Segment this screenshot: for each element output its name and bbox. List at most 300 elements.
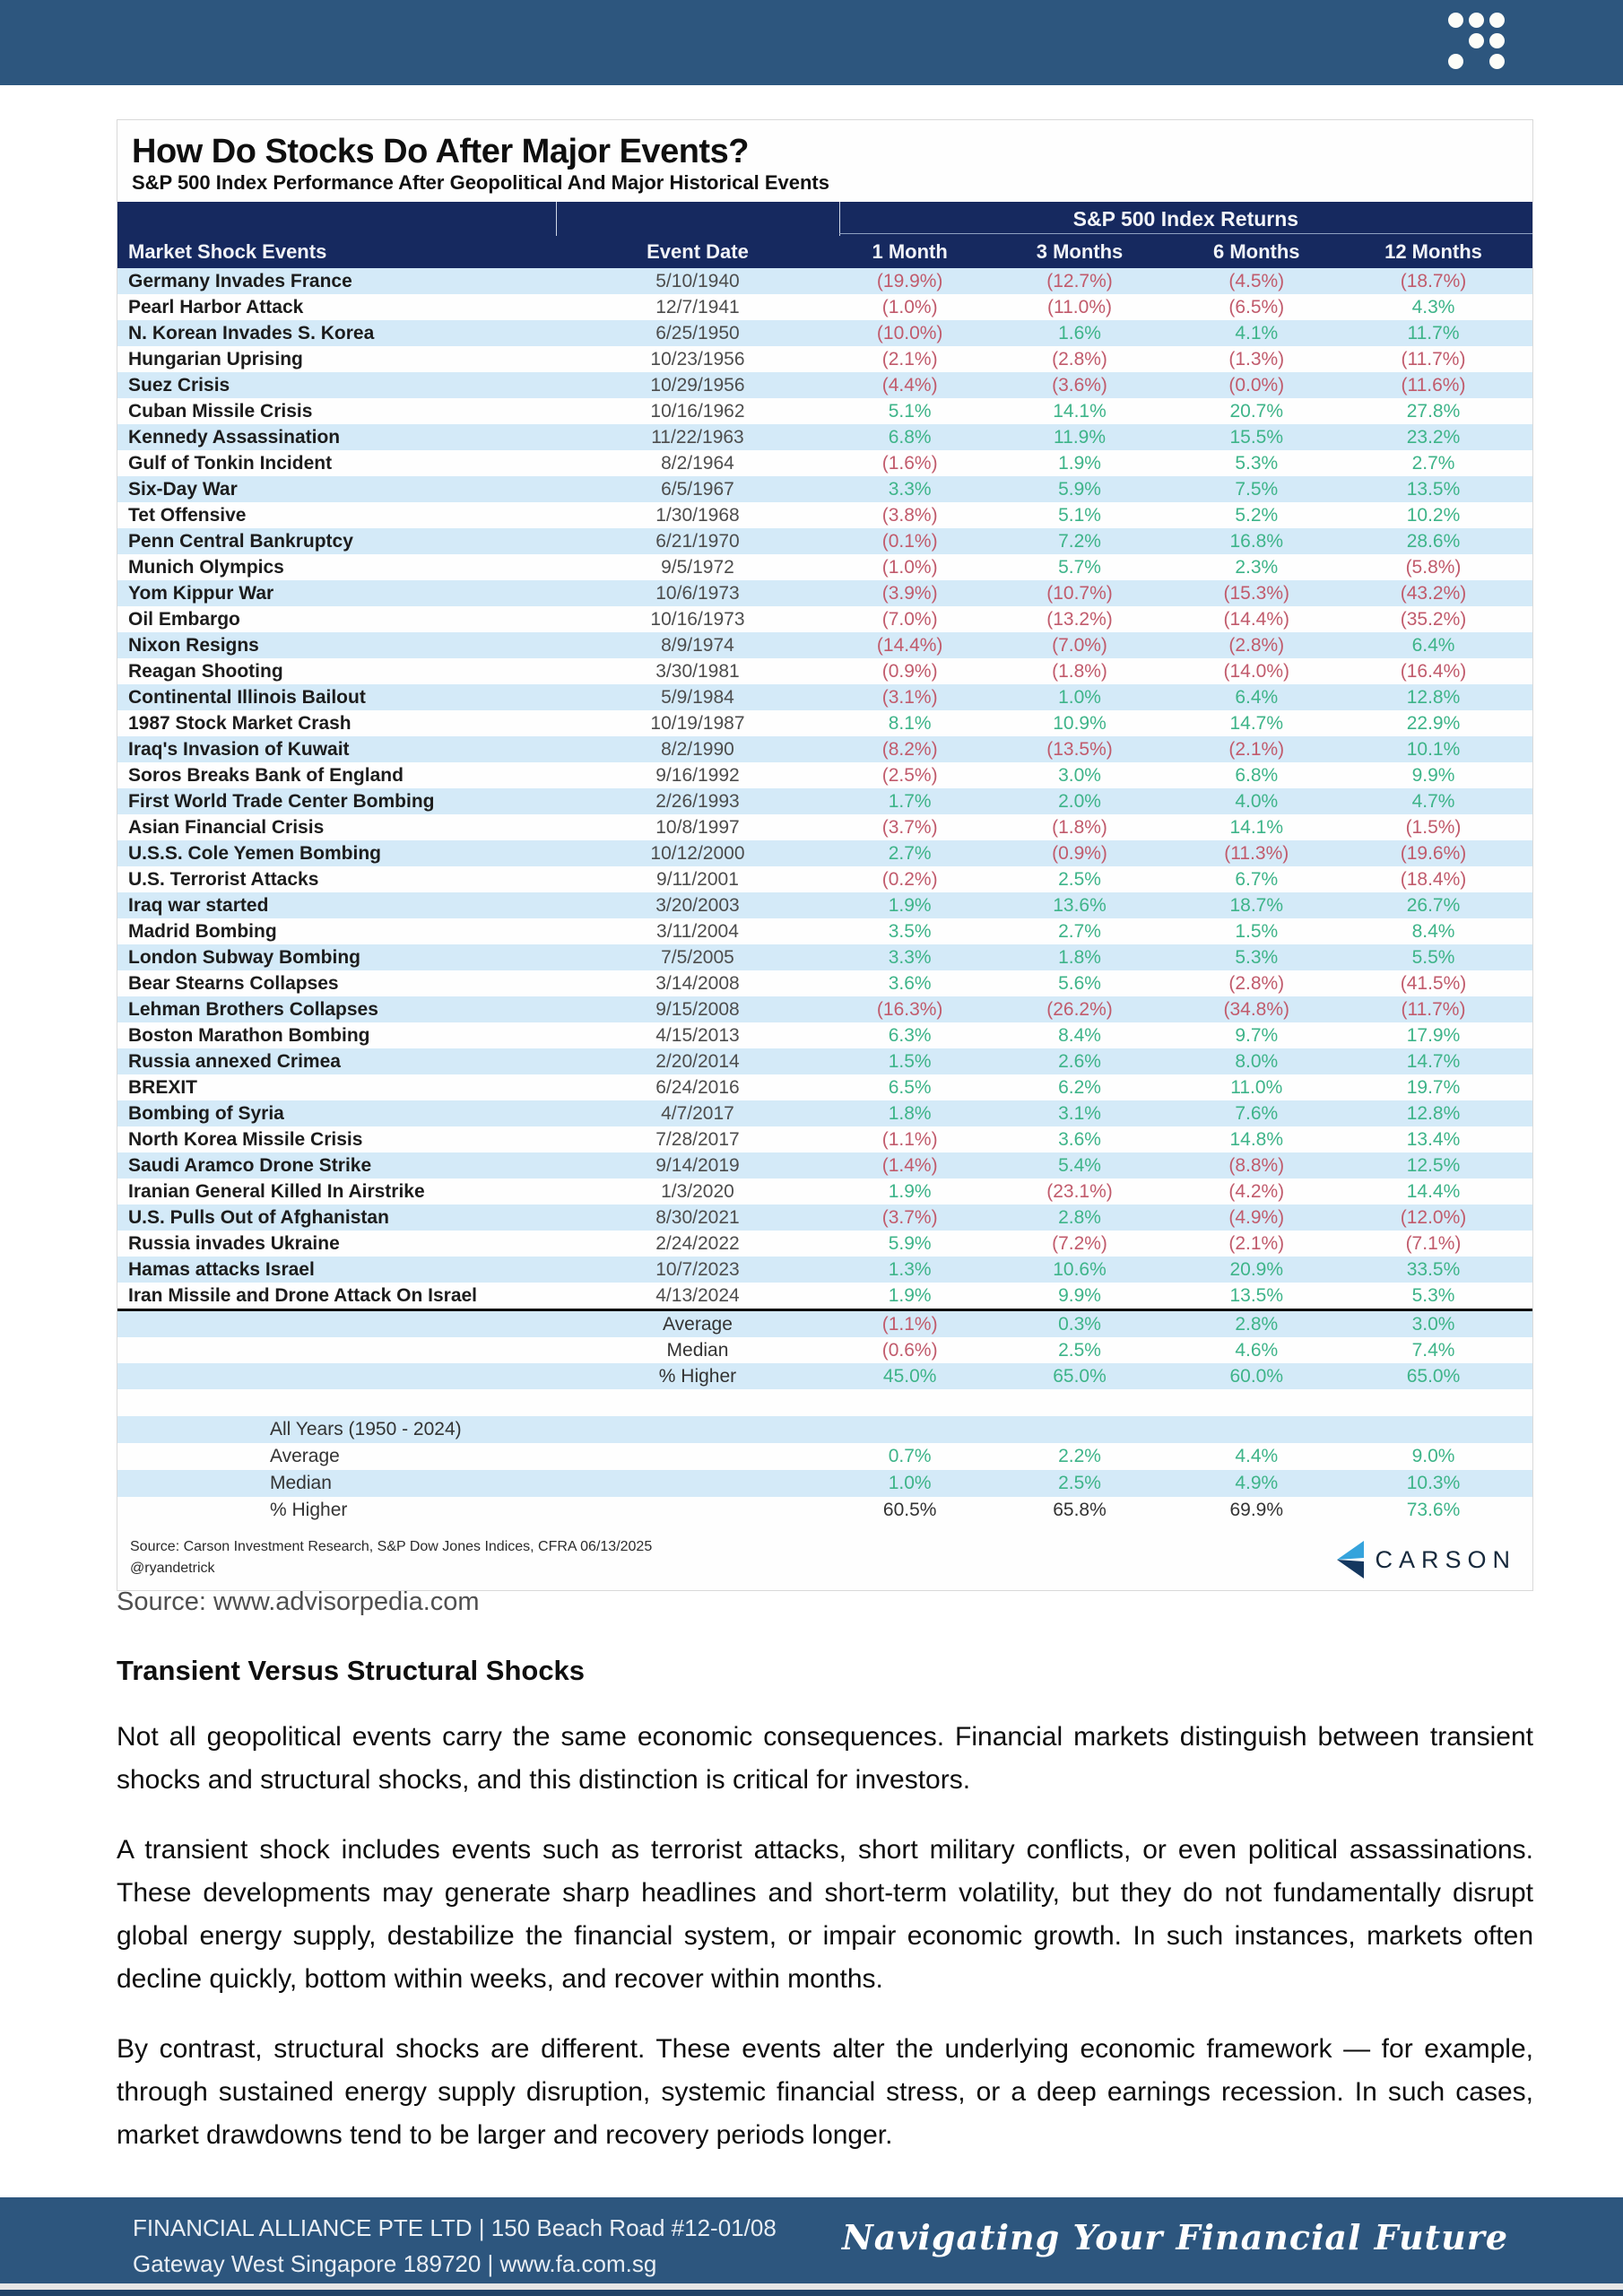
return-cell: 3.6% (1058, 1128, 1101, 1150)
table-row (117, 1022, 1532, 1048)
return-cell: (13.5%) (1046, 738, 1113, 760)
return-cell: (12.0%) (1400, 1206, 1467, 1228)
summary-row (117, 1363, 1532, 1389)
return-cell: (26.2%) (1046, 998, 1113, 1020)
date-cell: 8/2/1990 (661, 738, 734, 760)
return-cell: 14.7% (1406, 1050, 1461, 1072)
return-cell: (4.4%) (881, 374, 938, 396)
table-row (117, 1126, 1532, 1152)
table-row (117, 294, 1532, 320)
return-cell: (3.7%) (881, 816, 938, 838)
col-header-date: Event Date (647, 240, 749, 263)
date-cell: 9/5/1972 (661, 556, 734, 578)
return-cell: (1.3%) (1228, 348, 1285, 370)
return-cell: (14.0%) (1223, 660, 1290, 682)
table-row (117, 476, 1532, 502)
event-cell: BREXIT (128, 1076, 198, 1098)
all-years-row-label: % Higher (270, 1500, 348, 1520)
summary-value: 65.0% (1053, 1365, 1107, 1387)
summary-label: Average (663, 1313, 733, 1335)
date-cell: 6/5/1967 (661, 478, 734, 500)
footer-strip-light (0, 2283, 1623, 2290)
summary-row (117, 1311, 1532, 1337)
date-cell: 9/15/2008 (655, 998, 740, 1020)
return-cell: 12.8% (1406, 1102, 1461, 1124)
return-cell: 5.5% (1411, 946, 1455, 968)
table-body (117, 268, 1532, 1309)
event-cell: Hungarian Uprising (128, 348, 303, 370)
table-row (117, 1231, 1532, 1257)
return-cell: (34.8%) (1223, 998, 1290, 1020)
return-cell: (10.0%) (876, 322, 943, 344)
return-cell: (19.6%) (1400, 842, 1467, 864)
table-row (117, 1152, 1532, 1178)
return-cell: 3.0% (1058, 764, 1101, 786)
return-cell: (7.0%) (1052, 634, 1107, 656)
table-footer (117, 1524, 1532, 1583)
event-cell: N. Korean Invades S. Korea (128, 322, 375, 344)
return-cell: 2.3% (1235, 556, 1279, 578)
return-cell: 1.6% (1058, 322, 1101, 344)
return-cell: (1.6%) (881, 452, 938, 474)
return-cell: 5.7% (1058, 556, 1101, 578)
return-cell: (3.8%) (881, 504, 938, 526)
table-row (117, 684, 1532, 710)
return-cell: 1.8% (888, 1102, 932, 1124)
return-cell: 15.5% (1229, 426, 1284, 448)
return-cell: 5.9% (1058, 478, 1101, 500)
all-years-value: 2.2% (1058, 1446, 1101, 1466)
all-years-value: 4.9% (1235, 1473, 1279, 1493)
return-cell: (14.4%) (876, 634, 943, 656)
return-cell: 3.3% (888, 478, 932, 500)
return-cell: (18.4%) (1400, 868, 1467, 890)
event-cell: Russia invades Ukraine (128, 1232, 340, 1254)
event-cell: U.S. Terrorist Attacks (128, 868, 319, 890)
table-row (117, 1074, 1532, 1100)
return-cell: 17.9% (1406, 1024, 1461, 1046)
return-cell: 22.9% (1406, 712, 1461, 734)
return-cell: (8.2%) (881, 738, 938, 760)
return-cell: 12.8% (1406, 686, 1461, 708)
return-cell: (16.3%) (876, 998, 943, 1020)
dots-grid-icon (1448, 13, 1512, 74)
date-cell: 10/8/1997 (655, 816, 740, 838)
date-cell: 9/14/2019 (655, 1154, 740, 1176)
date-cell: 2/26/1993 (655, 790, 740, 812)
date-cell: 10/23/1956 (650, 348, 745, 370)
date-cell: 10/6/1973 (655, 582, 740, 604)
event-cell: Kennedy Assassination (128, 426, 341, 448)
table-row (117, 1283, 1532, 1309)
return-cell: (1.1%) (881, 1128, 938, 1150)
table-row (117, 398, 1532, 424)
return-cell: 5.1% (1058, 504, 1101, 526)
return-cell: 33.5% (1406, 1258, 1461, 1280)
return-cell: 14.4% (1406, 1180, 1461, 1202)
date-cell: 2/24/2022 (655, 1232, 740, 1254)
return-cell: 16.8% (1229, 530, 1284, 552)
return-cell: (8.8%) (1228, 1154, 1285, 1176)
table-row (117, 1257, 1532, 1283)
return-cell: 1.8% (1058, 946, 1101, 968)
date-cell: 7/28/2017 (655, 1128, 740, 1150)
return-cell: 8.1% (888, 712, 932, 734)
date-cell: 8/2/1964 (661, 452, 734, 474)
table-summary (117, 1309, 1532, 1389)
event-cell: Madrid Bombing (128, 920, 277, 942)
returns-group-header: S&P 500 Index Returns (839, 205, 1532, 234)
return-cell: 4.7% (1411, 790, 1455, 812)
date-cell: 6/21/1970 (655, 530, 740, 552)
return-cell: 5.3% (1235, 946, 1279, 968)
return-cell: 12.5% (1406, 1154, 1461, 1176)
return-cell: 27.8% (1406, 400, 1461, 422)
date-cell: 4/15/2013 (655, 1024, 740, 1046)
all-years-value: 73.6% (1406, 1500, 1461, 1520)
table-row (117, 606, 1532, 632)
carson-logo-text: CARSON (1375, 1545, 1516, 1573)
all-years-row-label: Average (270, 1446, 340, 1466)
return-cell: 11.7% (1407, 322, 1460, 344)
section-heading: Transient Versus Structural Shocks (117, 1655, 586, 1686)
return-cell: 8.4% (1411, 920, 1455, 942)
return-cell: 2.7% (1058, 920, 1101, 942)
carson-chevron-icon (1333, 1540, 1366, 1579)
return-cell: 13.6% (1053, 894, 1107, 916)
event-cell: Saudi Aramco Drone Strike (128, 1154, 372, 1176)
event-cell: Continental Illinois Bailout (128, 686, 366, 708)
return-cell: 5.1% (888, 400, 932, 422)
return-cell: 9.7% (1235, 1024, 1279, 1046)
return-cell: 6.3% (888, 1024, 932, 1046)
table-row (117, 424, 1532, 450)
event-cell: Iran Missile and Drone Attack On Israel (128, 1284, 478, 1306)
table-row (117, 736, 1532, 762)
event-cell: Reagan Shooting (128, 660, 283, 682)
article-body (117, 1587, 1533, 2184)
return-cell: (11.6%) (1401, 374, 1466, 396)
return-cell: (12.7%) (1046, 270, 1113, 291)
return-cell: 1.5% (888, 1050, 932, 1072)
return-cell: 10.9% (1053, 712, 1107, 734)
event-cell: Yom Kippur War (128, 582, 274, 604)
date-cell: 8/9/1974 (661, 634, 734, 656)
event-cell: Iraq war started (128, 894, 269, 916)
stocks-after-events-table (117, 119, 1533, 1591)
all-years-header-row (117, 1416, 1532, 1443)
return-cell: (23.1%) (1046, 1180, 1113, 1202)
table-row (117, 840, 1532, 866)
event-cell: Nixon Resigns (128, 634, 259, 656)
col-header-6m: 6 Months (1212, 240, 1300, 263)
return-cell: (11.3%) (1224, 842, 1289, 864)
event-cell: U.S. Pulls Out of Afghanistan (128, 1206, 389, 1228)
return-cell: 1.9% (1058, 452, 1101, 474)
table-row (117, 892, 1532, 918)
table-subtitle: S&P 500 Index Performance After Geopolitical And Major Historical Events (132, 171, 829, 194)
dot (1469, 33, 1484, 48)
table-row (117, 866, 1532, 892)
return-cell: 4.3% (1411, 296, 1455, 317)
event-cell: Asian Financial Crisis (128, 816, 325, 838)
event-cell: Gulf of Tonkin Incident (128, 452, 333, 474)
table-row (117, 632, 1532, 658)
date-cell: 10/16/1973 (650, 608, 745, 630)
all-years-value: 60.5% (882, 1500, 937, 1520)
event-cell: Germany Invades France (128, 270, 352, 291)
return-cell: 2.8% (1058, 1206, 1101, 1228)
return-cell: (19.9%) (876, 270, 943, 291)
return-cell: (41.5%) (1400, 972, 1467, 994)
return-cell: (10.7%) (1046, 582, 1113, 604)
event-cell: Suez Crisis (128, 374, 230, 396)
date-cell: 10/19/1987 (650, 712, 745, 734)
return-cell: 10.2% (1406, 504, 1461, 526)
return-cell: 19.7% (1406, 1076, 1461, 1098)
return-cell: 13.4% (1406, 1128, 1461, 1150)
table-title: How Do Stocks Do After Major Events? (132, 133, 749, 170)
return-cell: 3.1% (1058, 1102, 1101, 1124)
date-cell: 9/16/1992 (655, 764, 740, 786)
return-cell: (0.2%) (881, 868, 938, 890)
return-cell: 2.0% (1058, 790, 1101, 812)
event-cell: Bombing of Syria (128, 1102, 284, 1124)
event-cell: Iranian General Killed In Airstrike (128, 1180, 425, 1202)
footer-line1: FINANCIAL ALLIANCE PTE LTD | 150 Beach Road #12-01/08 (133, 2214, 777, 2241)
return-cell: (18.7%) (1400, 270, 1467, 291)
returns-group-header-row (117, 202, 1532, 236)
author-handle: @ryandetrick (130, 1561, 215, 1576)
footer-address (133, 2210, 777, 2282)
table-row (117, 944, 1532, 970)
return-cell: (16.4%) (1400, 660, 1467, 682)
return-cell: 20.7% (1229, 400, 1284, 422)
return-cell: 6.2% (1058, 1076, 1101, 1098)
return-cell: 5.6% (1058, 972, 1101, 994)
return-cell: (4.9%) (1228, 1206, 1285, 1228)
return-cell: 1.3% (888, 1258, 932, 1280)
return-cell: 7.6% (1235, 1102, 1279, 1124)
date-cell: 3/30/1981 (655, 660, 740, 682)
return-cell: (11.0%) (1047, 296, 1112, 317)
col-header-events: Market Shock Events (128, 240, 327, 263)
date-cell: 4/7/2017 (661, 1102, 734, 1124)
return-cell: 7.2% (1058, 530, 1101, 552)
return-cell: 8.4% (1058, 1024, 1101, 1046)
summary-value: 3.0% (1411, 1313, 1455, 1335)
event-cell: Munich Olympics (128, 556, 284, 578)
date-cell: 5/10/1940 (655, 270, 740, 291)
return-cell: 28.6% (1406, 530, 1461, 552)
date-cell: 3/20/2003 (655, 894, 740, 916)
return-cell: 18.7% (1229, 894, 1284, 916)
date-cell: 1/30/1968 (655, 504, 740, 526)
col-header-3m: 3 Months (1036, 240, 1124, 263)
return-cell: 5.4% (1058, 1154, 1101, 1176)
return-cell: (1.8%) (1052, 816, 1107, 838)
date-cell: 1/3/2020 (661, 1180, 734, 1202)
return-cell: (2.8%) (1228, 972, 1285, 994)
return-cell: 7.5% (1235, 478, 1279, 500)
return-cell: 6.4% (1235, 686, 1279, 708)
table-row (117, 580, 1532, 606)
return-cell: (3.6%) (1052, 374, 1107, 396)
table-row (117, 346, 1532, 372)
return-cell: (2.1%) (1228, 738, 1285, 760)
return-cell: (1.0%) (881, 556, 938, 578)
return-cell: 1.0% (1058, 686, 1101, 708)
return-cell: 4.0% (1235, 790, 1279, 812)
all-years-value: 65.8% (1053, 1500, 1107, 1520)
return-cell: 10.1% (1406, 738, 1461, 760)
event-cell: Lehman Brothers Collapses (128, 998, 378, 1020)
return-cell: (4.5%) (1228, 270, 1285, 291)
return-cell: 11.0% (1230, 1076, 1283, 1098)
return-cell: (35.2%) (1400, 608, 1467, 630)
summary-value: 2.5% (1058, 1339, 1101, 1361)
return-cell: (7.0%) (881, 608, 938, 630)
summary-value: 2.8% (1235, 1313, 1279, 1335)
return-cell: (1.5%) (1405, 816, 1462, 838)
table-row (117, 1205, 1532, 1231)
event-cell: Bear Stearns Collapses (128, 972, 339, 994)
table-row (117, 996, 1532, 1022)
summary-value: 7.4% (1411, 1339, 1455, 1361)
return-cell: (7.1%) (1405, 1232, 1462, 1254)
table-row (117, 658, 1532, 684)
summary-value: 60.0% (1229, 1365, 1284, 1387)
table-source (130, 1536, 652, 1579)
dot (1489, 13, 1505, 28)
all-years-value: 69.9% (1229, 1500, 1284, 1520)
date-cell: 6/25/1950 (655, 322, 740, 344)
return-cell: 14.8% (1229, 1128, 1284, 1150)
table-row (117, 320, 1532, 346)
source-line: Source: Carson Investment Research, S&P Dow Jones Indices, CFRA 06/13/2025 (130, 1539, 653, 1554)
paragraph-1: Not all geopolitical events carry the same economic consequences. Financial markets distinguish between transient shocks and structural shocks, and this distinction is critical for investors. (117, 1722, 1533, 1795)
footer-strip-dark (0, 2290, 1623, 2296)
return-cell: 6.8% (888, 426, 932, 448)
event-cell: Penn Central Bankruptcy (128, 530, 353, 552)
return-cell: (13.2%) (1046, 608, 1113, 630)
table-row (117, 450, 1532, 476)
return-cell: 6.5% (888, 1076, 932, 1098)
col-header-12m: 12 Months (1384, 240, 1482, 263)
return-cell: 2.5% (1058, 868, 1101, 890)
event-cell: Six-Day War (128, 478, 238, 500)
return-cell: 14.1% (1053, 400, 1107, 422)
dot-gap (1448, 33, 1463, 48)
return-cell: (11.7%) (1401, 998, 1466, 1020)
table-row (117, 1178, 1532, 1205)
dot (1448, 54, 1463, 69)
dot (1448, 13, 1463, 28)
return-cell: (43.2%) (1400, 582, 1467, 604)
return-cell: (0.0%) (1228, 374, 1285, 396)
return-cell: (0.9%) (1052, 842, 1107, 864)
event-cell: Hamas attacks Israel (128, 1258, 315, 1280)
event-cell: 1987 Stock Market Crash (128, 712, 352, 734)
event-cell: Tet Offensive (128, 504, 247, 526)
return-cell: 1.9% (888, 1284, 932, 1306)
summary-label: % Higher (658, 1365, 737, 1387)
summary-value: 45.0% (882, 1365, 937, 1387)
all-years-label: All Years (1950 - 2024) (270, 1419, 462, 1439)
return-cell: (11.7%) (1401, 348, 1466, 370)
table-row (117, 1100, 1532, 1126)
table-row (117, 268, 1532, 294)
date-cell: 10/12/2000 (650, 842, 745, 864)
all-years-row (117, 1497, 1532, 1524)
date-cell: 9/11/2001 (656, 868, 739, 890)
paragraph-3: By contrast, structural shocks are different. These events alter the underlying economic framework — for example, through sustained energy supply disruption, systemic financial stress, or a deep earnings recession. In such cases, market drawdowns tend to be larger and recovery periods longer. (117, 2034, 1533, 2150)
col-header-1m: 1 Month (872, 240, 948, 263)
date-cell: 7/5/2005 (661, 946, 734, 968)
footer-bar (0, 2197, 1623, 2283)
event-cell: Boston Marathon Bombing (128, 1024, 370, 1046)
event-cell: Cuban Missile Crisis (128, 400, 313, 422)
table-row (117, 554, 1532, 580)
date-cell: 11/22/1963 (651, 426, 744, 448)
return-cell: (7.2%) (1052, 1232, 1107, 1254)
return-cell: 6.7% (1235, 868, 1279, 890)
table-row (117, 970, 1532, 996)
return-cell: (1.4%) (881, 1154, 938, 1176)
event-cell: First World Trade Center Bombing (128, 790, 435, 812)
return-cell: 5.9% (888, 1232, 932, 1254)
return-cell: (1.8%) (1052, 660, 1107, 682)
table-row (117, 710, 1532, 736)
date-cell: 12/7/1941 (655, 296, 740, 317)
summary-value: 65.0% (1406, 1365, 1461, 1387)
return-cell: 14.1% (1229, 816, 1284, 838)
return-cell: 20.9% (1229, 1258, 1284, 1280)
table-row (117, 528, 1532, 554)
dot-gap (1469, 54, 1484, 69)
return-cell: (15.3%) (1223, 582, 1290, 604)
return-cell: 1.9% (888, 1180, 932, 1202)
top-header-bar (0, 0, 1623, 85)
return-cell: 3.6% (888, 972, 932, 994)
footer-tagline: Navigating Your Financial Future (842, 2217, 1508, 2257)
date-cell: 6/24/2016 (655, 1076, 740, 1098)
return-cell: 2.7% (888, 842, 932, 864)
return-cell: 6.8% (1235, 764, 1279, 786)
dot (1489, 33, 1505, 48)
event-cell: North Korea Missile Crisis (128, 1128, 363, 1150)
table-row (117, 788, 1532, 814)
return-cell: 23.2% (1406, 426, 1461, 448)
table-row (117, 1048, 1532, 1074)
date-cell: 2/20/2014 (655, 1050, 740, 1072)
event-cell: Oil Embargo (128, 608, 240, 630)
return-cell: 9.9% (1411, 764, 1455, 786)
return-cell: (2.5%) (881, 764, 938, 786)
event-cell: Russia annexed Crimea (128, 1050, 341, 1072)
return-cell: (2.8%) (1228, 634, 1285, 656)
return-cell: 8.0% (1235, 1050, 1279, 1072)
summary-label: Median (666, 1339, 729, 1361)
footer-line2: Gateway West Singapore 189720 | www.fa.com.sg (133, 2250, 657, 2277)
return-cell: 5.3% (1235, 452, 1279, 474)
all-years-row (117, 1470, 1532, 1497)
all-years-value: 4.4% (1235, 1446, 1279, 1466)
return-cell: 1.5% (1235, 920, 1279, 942)
table-row (117, 762, 1532, 788)
table-row (117, 814, 1532, 840)
return-cell: 2.6% (1058, 1050, 1101, 1072)
